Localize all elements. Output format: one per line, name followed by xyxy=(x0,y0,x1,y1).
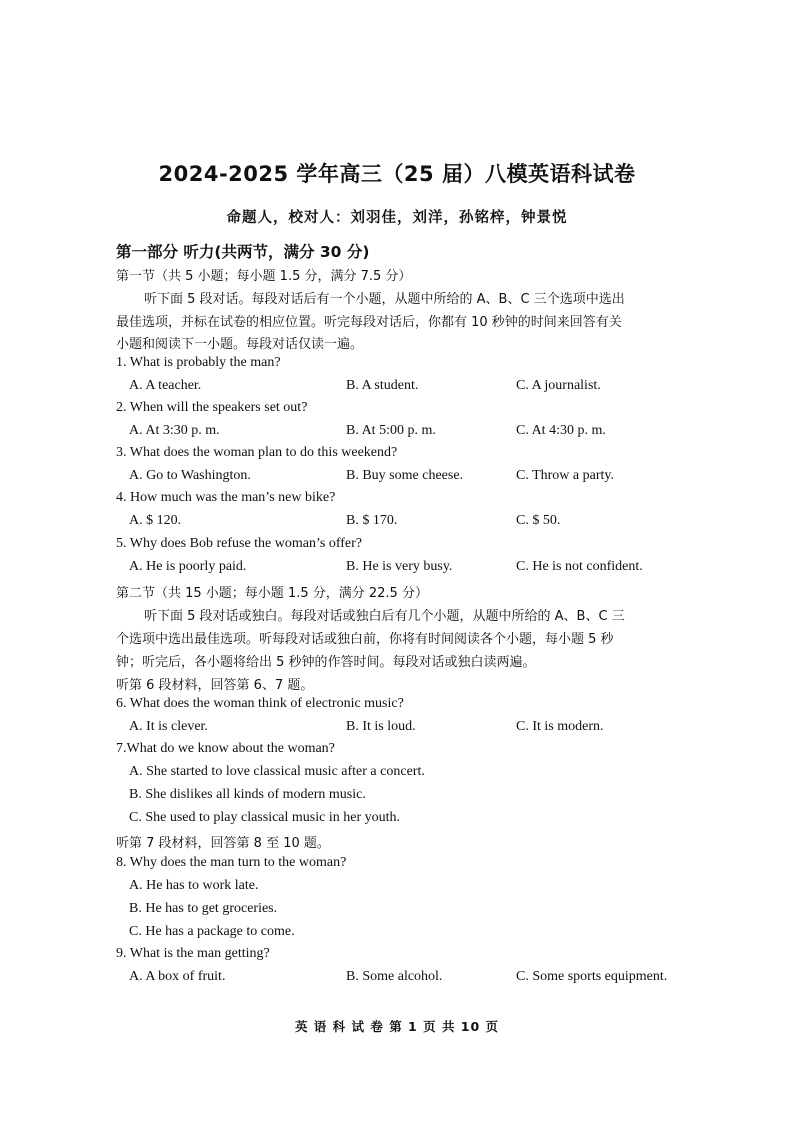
q2-option-b: B. At 5:00 p. m. xyxy=(346,423,436,438)
q6-option-b: B. It is loud. xyxy=(346,719,416,734)
q3-option-b: B. Buy some cheese. xyxy=(346,468,464,483)
section1-heading: 第一节（共 5 小题；每小题 1.5 分，满分 7.5 分） xyxy=(116,269,412,284)
page-footer: 英 语 科 试 卷 第 1 页 共 10 页 xyxy=(294,1019,500,1034)
q7-option-b: B. She dislikes all kinds of modern music. xyxy=(129,787,366,802)
section2-instruction-line: 听下面 5 段对话或独白。每段对话或独白后有几个小题，从题中所给的 A、B、C 三 xyxy=(144,609,625,624)
question-7: 7.What do we know about the woman? xyxy=(116,741,335,756)
q5-option-b: B. He is very busy. xyxy=(346,559,453,574)
q9-option-c: C. Some sports equipment. xyxy=(516,969,668,984)
q6-option-a: A. It is clever. xyxy=(129,719,208,734)
section1-instruction-line: 听下面 5 段对话。每段对话后有一个小题，从题中所给的 A、B、C 三个选项中选出 xyxy=(144,292,625,307)
q9-option-b: B. Some alcohol. xyxy=(346,969,443,984)
q1-option-a: A. A teacher. xyxy=(129,378,202,393)
q7-option-a: A. She started to love classical music after a concert. xyxy=(129,764,425,779)
q5-option-c: C. He is not confident. xyxy=(516,559,643,574)
q7-option-c: C. She used to play classical music in her youth. xyxy=(129,810,401,825)
q2-option-c: C. At 4:30 p. m. xyxy=(516,423,606,438)
section1-instruction-line: 小题和阅读下一小题。每段对话仅读一遍。 xyxy=(116,337,364,352)
q4-option-b: B. $ 170. xyxy=(346,513,398,528)
question-6: 6. What does the woman think of electronic music? xyxy=(116,696,404,711)
part1-heading: 第一部分 听力(共两节，满分 30 分) xyxy=(116,243,370,261)
q8-option-c: C. He has a package to come. xyxy=(129,924,295,939)
question-9: 9. What is the man getting? xyxy=(116,946,270,961)
q6-option-c: C. It is modern. xyxy=(516,719,604,734)
section2-instruction-line: 个选项中选出最佳选项。听每段对话或独白前，你将有时间阅读各个小题，每小题 5 秒 xyxy=(116,632,614,647)
q5-option-a: A. He is poorly paid. xyxy=(129,559,247,574)
question-1: 1. What is probably the man? xyxy=(116,355,281,370)
q3-option-c: C. Throw a party. xyxy=(516,468,614,483)
material-7-note: 听第 7 段材料，回答第 8 至 10 题。 xyxy=(116,836,330,851)
q4-option-a: A. $ 120. xyxy=(129,513,182,528)
q8-option-a: A. He has to work late. xyxy=(129,878,259,893)
question-8: 8. Why does the man turn to the woman? xyxy=(116,855,347,870)
section2-instruction-line: 钟；听完后，各小题将给出 5 秒钟的作答时间。每段对话或独白读两遍。 xyxy=(116,655,536,670)
question-4: 4. How much was the man’s new bike? xyxy=(116,490,336,505)
question-2: 2. When will the speakers set out? xyxy=(116,400,308,415)
q2-option-a: A. At 3:30 p. m. xyxy=(129,423,220,438)
section2-heading: 第二节（共 15 小题；每小题 1.5 分，满分 22.5 分） xyxy=(116,586,428,601)
question-3: 3. What does the woman plan to do this weekend? xyxy=(116,445,398,460)
q4-option-c: C. $ 50. xyxy=(516,513,561,528)
authors-line: 命题人，校对人：刘羽佳，刘洋，孙铭梓，钟景悦 xyxy=(226,210,568,226)
q8-option-b: B. He has to get groceries. xyxy=(129,901,278,916)
exam-title: 2024-2025 学年高三（25 届）八模英语科试卷 xyxy=(158,162,636,186)
q3-option-a: A. Go to Washington. xyxy=(129,468,251,483)
q1-option-b: B. A student. xyxy=(346,378,419,393)
q9-option-a: A. A box of fruit. xyxy=(129,969,226,984)
section1-instruction-line: 最佳选项，并标在试卷的相应位置。听完每段对话后，你都有 10 秒钟的时间来回答有关 xyxy=(116,315,622,330)
material-6-note: 听第 6 段材料，回答第 6、7 题。 xyxy=(116,678,314,693)
question-5: 5. Why does Bob refuse the woman’s offer? xyxy=(116,536,362,551)
q1-option-c: C. A journalist. xyxy=(516,378,601,393)
